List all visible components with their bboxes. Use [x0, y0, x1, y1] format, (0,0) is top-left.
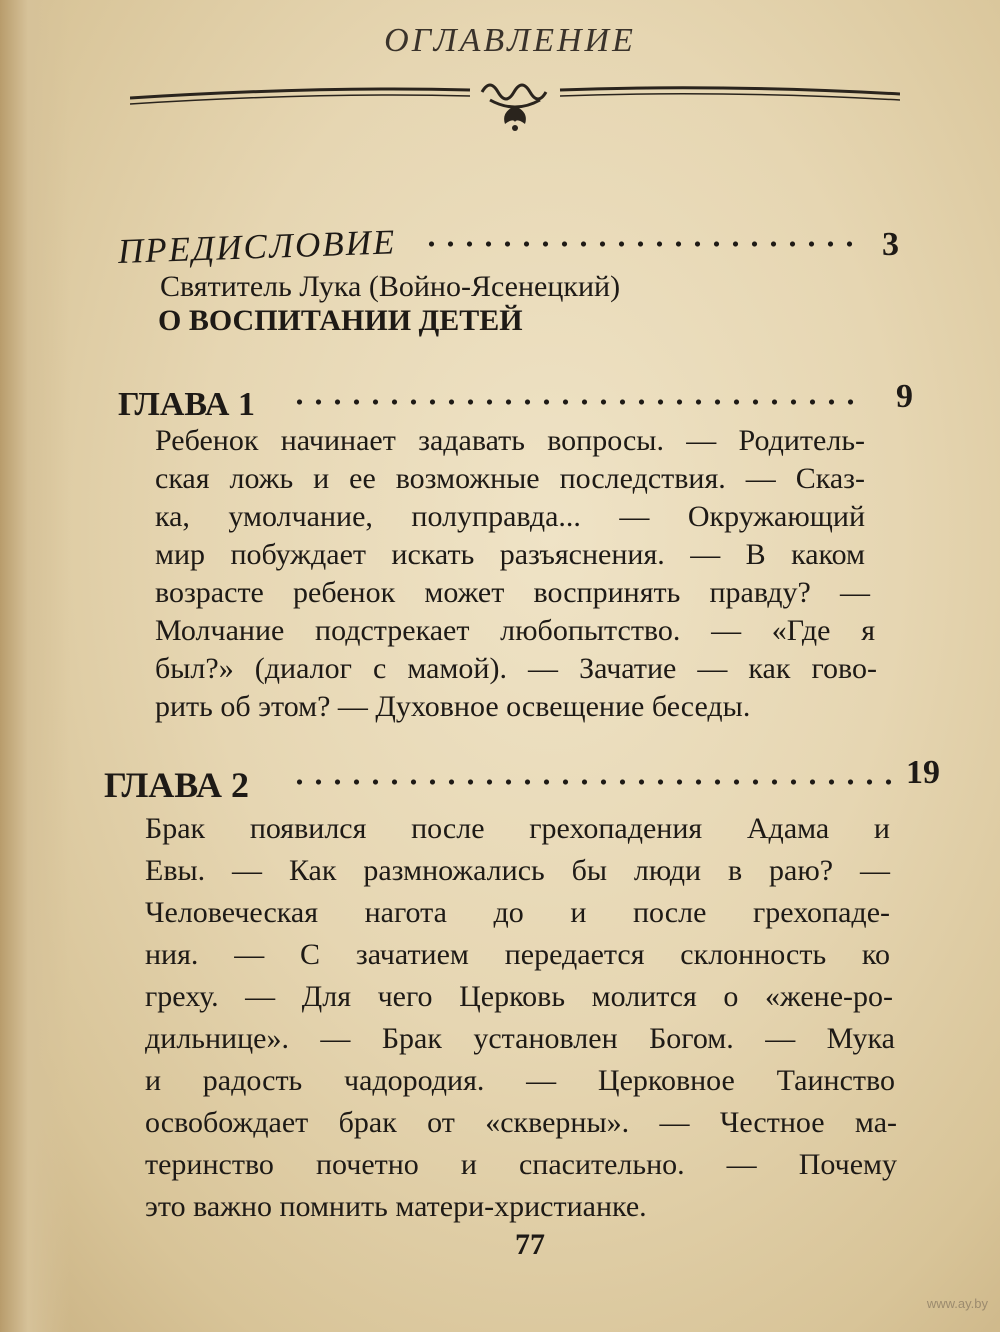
decorative-ornament-icon — [130, 70, 900, 140]
chapter-2-line: греху. — Для чего Церковь молится о «жене-ро- — [145, 980, 893, 1013]
page-gutter-shadow — [0, 0, 70, 1332]
chapter-1-page-number: 9 — [896, 378, 913, 415]
chapter-1-title: ГЛАВА 1 — [118, 386, 255, 423]
chapter-2-page-number: 19 — [906, 754, 940, 791]
chapter-2-line: это важно помнить матери-христианке. — [145, 1190, 647, 1223]
preface-page-number: 3 — [882, 226, 899, 263]
chapter-1-line: Молчание подстрекает любопытство. — «Где я — [155, 614, 875, 647]
chapter-1-dot-leader — [290, 398, 860, 406]
chapter-1-line: был?» (диалог с мамой). — Зачатие — как гово- — [155, 652, 877, 685]
chapter-1-line: мир побуждает искать разъяснения. — В каком — [155, 538, 865, 571]
chapter-2-title: ГЛАВА 2 — [104, 765, 250, 805]
chapter-2-line: Человеческая нагота до и после грехопаде- — [145, 896, 890, 929]
chapter-2-line: и радость чадородия. — Церковное Таинство — [145, 1064, 895, 1097]
preface-work-title: О ВОСПИТАНИИ ДЕТЕЙ — [158, 304, 523, 337]
chapter-2-line: теринство почетно и спасительно. — Почему — [145, 1148, 897, 1181]
watermark: www.ay.by — [926, 1296, 988, 1311]
chapter-2-line: ния. — С зачатием передается склонность ко — [145, 938, 890, 971]
chapter-2-line: Евы. — Как размножались бы люди в раю? — — [145, 854, 890, 887]
preface-dot-leader — [422, 240, 857, 248]
page-title: ОГЛАВЛЕНИЕ — [384, 22, 636, 59]
preface-author: Святитель Лука (Войно-Ясенецкий) — [160, 270, 621, 303]
chapter-2-dot-leader — [290, 778, 895, 786]
chapter-1-line: Ребенок начинает задавать вопросы. — Родитель- — [155, 424, 865, 457]
chapter-2-line: освобождает брак от «скверны». — Честное ма- — [145, 1106, 897, 1139]
chapter-1-line: рить об этом? — Духовное освещение беседы. — [155, 690, 751, 723]
chapter-2-line: дильнице». — Брак установлен Богом. — Мука — [145, 1022, 895, 1055]
chapter-1-line: возрасте ребенок может воспринять правду? — — [155, 576, 870, 609]
page-number-footer: 77 — [515, 1228, 545, 1261]
chapter-2-line: Брак появился после грехопадения Адама и — [145, 812, 890, 845]
chapter-1-line: ка, умолчание, полуправда... — Окружающий — [155, 500, 865, 533]
preface-title: ПРЕДИСЛОВИЕ — [117, 222, 397, 271]
chapter-1-line: ская ложь и ее возможные последствия. — Сказ- — [155, 462, 865, 495]
